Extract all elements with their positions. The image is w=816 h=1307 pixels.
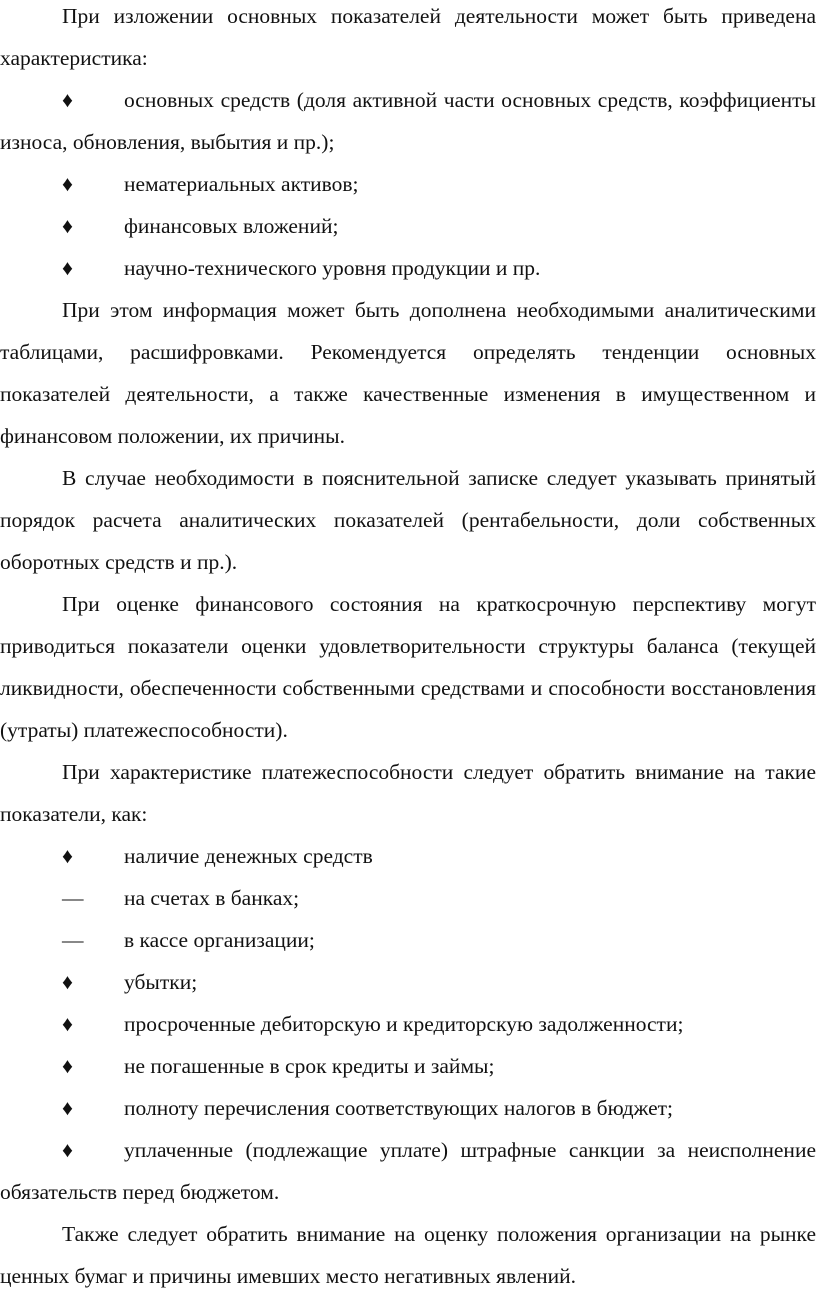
list-item-text: не погашенные в срок кредиты и займы; (124, 1054, 495, 1078)
list-item-text: просроченные дебиторскую и кредиторскую задолженности; (124, 1012, 684, 1036)
list-item (0, 163, 816, 205)
paragraph-financial-state: При оценке финансового состояния на краткосрочную перспективу могут приводиться показатели оценки удовлетворительности структуры баланса (текущей ликвидности, обеспеченности собственными средствами и способности восстановления (утраты) платежеспособности). (0, 592, 816, 742)
list-item (0, 877, 816, 919)
list-item-text: финансовых вложений; (124, 214, 339, 238)
list-item (0, 1003, 816, 1045)
diamond-bullet-icon: ♦ (62, 1138, 73, 1162)
paragraph-solvency: При характеристике платежеспособности следует обратить внимание на такие показатели, как: (0, 760, 816, 826)
diamond-bullet-icon: ♦ (62, 1012, 73, 1036)
list-item-text: основных средств (доля активной части основных средств, коэффициенты износа, обновления, выбытия и пр.); (0, 88, 816, 154)
list-item-text: в кассе организации; (124, 928, 315, 952)
list-item (0, 919, 816, 961)
list-item (0, 205, 816, 247)
list-item-text: уплаченные (подлежащие уплате) штрафные санкции за неисполнение обязательств перед бюджетом. (0, 1138, 816, 1204)
paragraph-calculation: В случае необходимости в пояснительной записке следует указывать принятый порядок расчета аналитических показателей (рентабельности, доли собственных оборотных средств и пр.). (0, 466, 816, 574)
list-item (0, 1087, 816, 1129)
diamond-bullet-icon: ♦ (62, 970, 73, 994)
list-item-text: на счетах в банках; (124, 886, 300, 910)
diamond-bullet-icon: ♦ (62, 88, 73, 112)
diamond-bullet-icon: ♦ (62, 844, 73, 868)
paragraph-analytics: При этом информация может быть дополнена необходимыми аналитическими таблицами, расшифровками. Рекомендуется определять тенденции основных показателей деятельности, а также качественные изменения в имущественном и финансовом положении, их причины. (0, 298, 816, 448)
diamond-bullet-icon: ♦ (62, 256, 73, 280)
list-item-text: наличие денежных средств (124, 844, 373, 868)
dash-bullet-icon: — (62, 886, 84, 910)
list-item-text: полноту перечисления соответствующих налогов в бюджет; (124, 1096, 673, 1120)
diamond-bullet-icon: ♦ (62, 1054, 73, 1078)
list-item (0, 79, 816, 163)
list-item (0, 1045, 816, 1087)
list-item-text: убытки; (124, 970, 198, 994)
diamond-bullet-icon: ♦ (62, 172, 73, 196)
paragraph-intro: При изложении основных показателей деятельности может быть приведена характеристика: (0, 4, 816, 70)
list-item-text: научно-технического уровня продукции и пр. (124, 256, 541, 280)
list-item (0, 247, 816, 289)
list-item (0, 1129, 816, 1213)
diamond-bullet-icon: ♦ (62, 214, 73, 238)
list-item (0, 835, 816, 877)
diamond-bullet-icon: ♦ (62, 1096, 73, 1120)
list-item-text: нематериальных активов; (124, 172, 359, 196)
list-item (0, 961, 816, 1003)
dash-bullet-icon: — (62, 928, 84, 952)
paragraph-securities-market: Также следует обратить внимание на оценку положения организации на рынке ценных бумаг и причины имевших место негативных явлений. (0, 1222, 816, 1288)
